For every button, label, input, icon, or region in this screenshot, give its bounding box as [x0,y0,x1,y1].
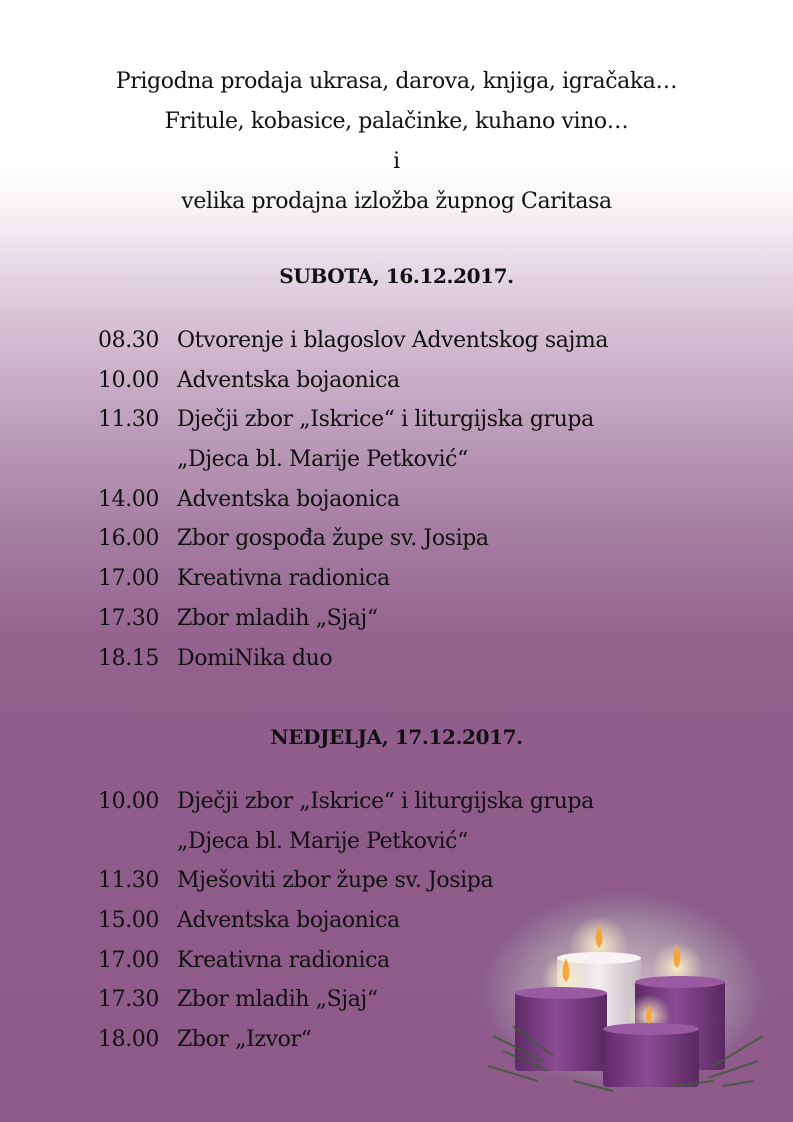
schedule-event: Dječji zbor „Iskrice“ i liturgijska grupa [177,789,594,814]
schedule-event: Zbor gospođa župe sv. Josipa [177,526,489,552]
schedule-row [98,480,608,520]
schedule-event: Zbor mladih „Sjaj“ [177,605,378,631]
schedule-row [98,639,608,679]
schedule-row [98,559,608,599]
schedule-event: Adventska bojaonica [177,908,400,934]
schedule-time: 14.00 [98,486,159,512]
schedule-time: 08.30 [98,328,159,353]
schedule-event: „Djeca bl. Marije Petković“ [177,447,468,473]
schedule-row [98,782,594,822]
schedule-event: Zbor mladih „Sjaj“ [177,987,378,1013]
schedule-event: Zbor „Izvor“ [177,1027,312,1053]
schedule-time: 15.00 [98,908,159,934]
schedule-time: 17.00 [98,947,159,973]
schedule-time: 17.30 [98,605,159,631]
intro-line-3: i [393,149,400,174]
schedule-row [98,822,594,862]
schedule-event: Adventska bojaonica [177,486,400,512]
schedule-event: Dječji zbor „Iskrice“ i liturgijska grupa [177,407,594,433]
sunday-heading: NEDJELJA, 17.12.2017. [270,725,523,749]
schedule-event: „Djeca bl. Marije Petković“ [177,828,468,854]
schedule-time [98,440,177,480]
schedule-time: 17.30 [98,987,159,1013]
schedule-event: Otvorenje i blagoslov Adventskog sajma [177,328,609,353]
schedule-row [98,440,608,480]
saturday-schedule [98,321,608,678]
schedule-event: Kreativna radionica [177,566,390,592]
schedule-time: 17.00 [98,566,159,592]
schedule-time [98,822,177,862]
intro-text [0,62,793,222]
schedule-time: 11.30 [98,868,159,894]
schedule-time: 11.30 [98,407,159,433]
schedule-time: 18.15 [98,645,159,671]
schedule-row [98,599,608,639]
schedule-event: Mješoviti zbor župe sv. Josipa [177,868,494,894]
advent-candles-image [473,886,773,1096]
schedule-row [98,321,608,361]
schedule-event: Adventska bojaonica [177,367,400,393]
schedule-time: 16.00 [98,526,159,552]
schedule-time: 10.00 [98,789,159,814]
intro-line-4: velika prodajna izložba župnog Caritasa [181,189,612,214]
schedule-row [98,519,608,559]
schedule-event: DomiNika duo [177,645,333,671]
schedule-row [98,400,608,440]
schedule-row [98,361,608,401]
schedule-event: Kreativna radionica [177,947,390,973]
intro-line-2: Fritule, kobasice, palačinke, kuhano vino… [164,109,629,134]
schedule-time: 18.00 [98,1027,159,1053]
saturday-heading: SUBOTA, 16.12.2017. [279,264,514,288]
schedule-time: 10.00 [98,367,159,393]
intro-line-1: Prigodna prodaja ukrasa, darova, knjiga, igračaka… [115,69,678,94]
